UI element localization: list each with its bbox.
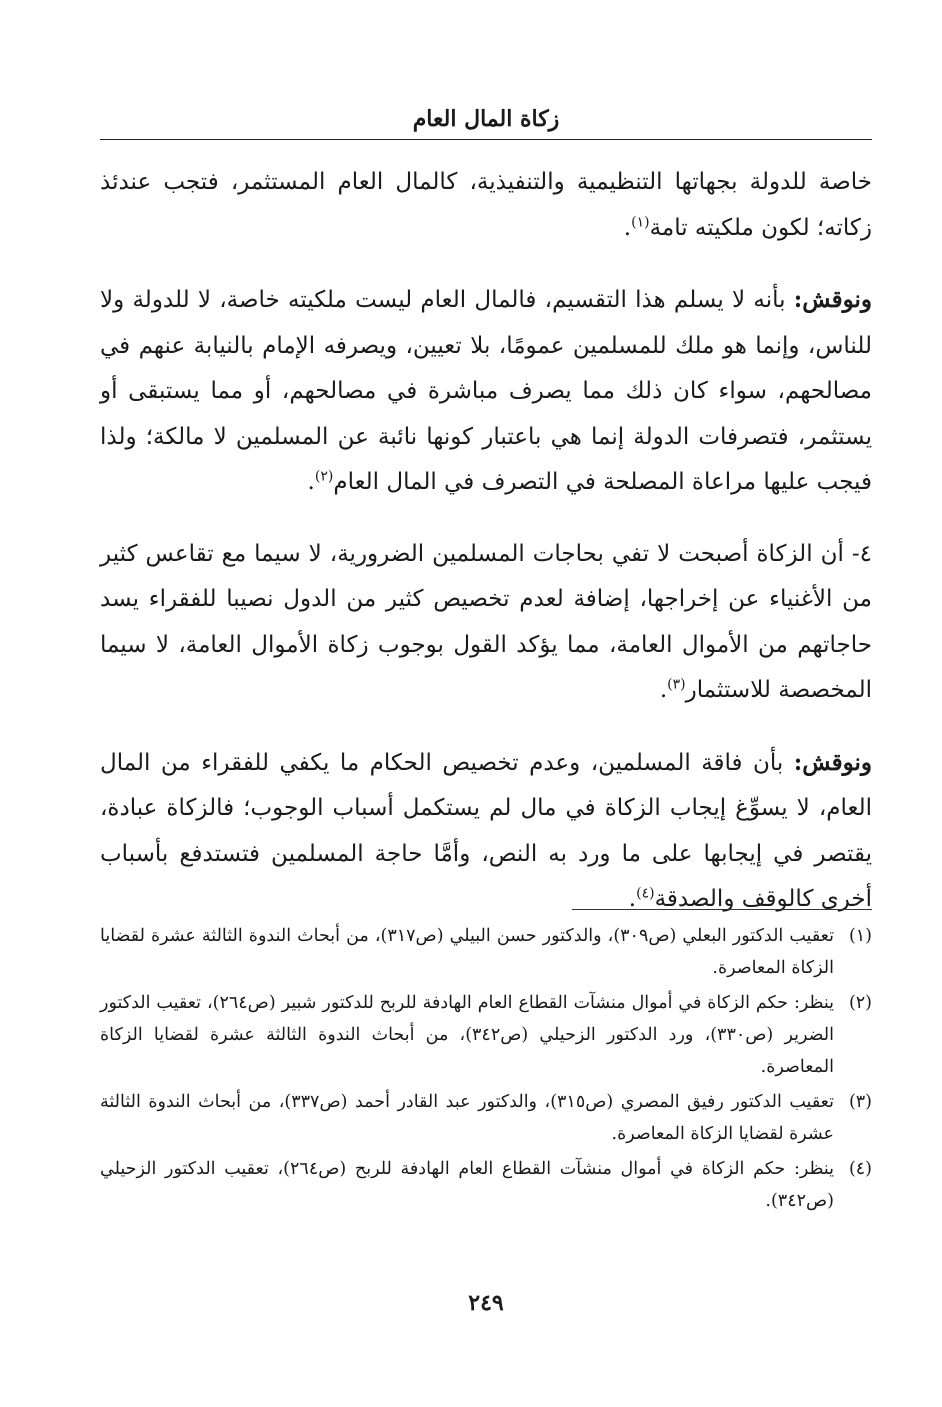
paragraph-2-lead: ونوقش: <box>793 286 872 313</box>
paragraph-4-text: بأن فاقة المسلمين، وعدم تخصيص الحكام ما يكفي للفقراء من المال العام، لا يسوِّغ إيجاب الزكاة في مال لم يستكمل أسباب الوجوب؛ فالزكاة عبادة، يقتصر في إيجابها على ما ورد به النص، وأمَّا حاجة المسلمين فتستدفع بأسباب أخرى كالوقف والصدقة <box>100 749 872 912</box>
footnote-1-text: تعقيب الدكتور البعلي (ص٣٠٩)، والدكتور حسن البيلي (ص٣١٧)، من أبحاث الندوة الثالثة عشرة لقضايا الزكاة المعاصرة. <box>100 926 834 978</box>
paragraph-3-end: . <box>659 677 668 703</box>
running-header: زكاة المال العام <box>412 106 560 132</box>
footnote-4-text: ينظر: حكم الزكاة في أموال منشآت القطاع العام الهادفة للربح (ص٢٦٤)، تعقيب الدكتور الزحيلي (ص٣٤٢). <box>100 1159 834 1211</box>
paragraph-1-end: . <box>623 214 632 241</box>
footnote-1 <box>100 920 872 984</box>
footnote-3-number: (٣) <box>848 1092 872 1112</box>
main-text <box>100 160 872 923</box>
paragraph-4-end: . <box>628 886 637 912</box>
footnote-ref-2: (٢) <box>314 468 334 485</box>
paragraph-2-end: . <box>307 469 315 495</box>
paragraph-1 <box>100 160 872 251</box>
footnote-2-number: (٢) <box>848 993 872 1013</box>
paragraph-3-text: ٤- أن الزكاة أصبحت لا تفي بحاجات المسلمين الضرورية، لا سيما مع تقاعس كثير من الأغنياء عن إخراجها، إضافة لعدم تخصيص كثير من الدول نصيبا للفقراء يسد حاجاتهم من الأموال العامة، مما يؤكد القول بوجوب زكاة الأموال العامة، لا سيما المخصصة للاستثمار <box>100 540 872 703</box>
paragraph-4 <box>100 740 872 923</box>
footnote-ref-3: (٣) <box>667 676 686 693</box>
footnote-ref-1: (١) <box>631 213 650 230</box>
footnote-2 <box>100 987 872 1083</box>
footnote-ref-4: (٤) <box>636 885 655 902</box>
paragraph-2-text: بأنه لا يسلم هذا التقسيم، فالمال العام ليست ملكيته خاصة، لا للدولة ولا للناس، وإنما هو ملك للمسلمين عمومًا، بلا تعيين، ويصرفه الإمام بالنيابة عنهم في مصالحهم، سواء كان ذلك مما يصرف مباشرة في مصالحهم، أو مما يستبقى أو يستثمر، فتصرفات الدولة إنما هي باعتبار كونها نائبة عن المسلمين لا مالكة؛ ولذا فيجب عليها مراعاة المصلحة في التصرف في المال العام <box>100 287 872 495</box>
paragraph-3 <box>100 532 872 714</box>
page-number: ٢٤٩ <box>468 1290 504 1316</box>
paragraph-4-lead: ونوقش: <box>793 748 872 776</box>
footnote-3-text: تعقيب الدكتور رفيق المصري (ص٣١٥)، والدكتور عبد القادر أحمد (ص٣٣٧)، من أبحاث الندوة الثالثة عشرة لقضايا الزكاة المعاصرة. <box>100 1092 834 1144</box>
footnotes <box>100 920 872 1220</box>
footnote-2-text: ينظر: حكم الزكاة في أموال منشآت القطاع العام الهادفة للربح للدكتور شبير (ص٢٦٤)، تعقيب الدكتور الضرير (ص٣٣٠)، ورد الدكتور الزحيلي (ص٣٤٢)، من أبحاث الندوة الثالثة عشرة لقضايا الزكاة المعاصرة. <box>100 993 834 1077</box>
paragraph-2 <box>100 277 872 506</box>
footnote-1-number: (١) <box>848 926 872 946</box>
footnote-3 <box>100 1086 872 1150</box>
paragraph-1-text: خاصة للدولة بجهاتها التنظيمية والتنفيذية، كالمال العام المستثمر، فتجب عندئذ زكاته؛ لكون ملكيته تامة <box>100 169 872 241</box>
header-rule <box>100 139 872 140</box>
footnote-4-number: (٤) <box>848 1159 872 1179</box>
footnote-rule <box>572 909 872 910</box>
footnote-4 <box>100 1153 872 1217</box>
